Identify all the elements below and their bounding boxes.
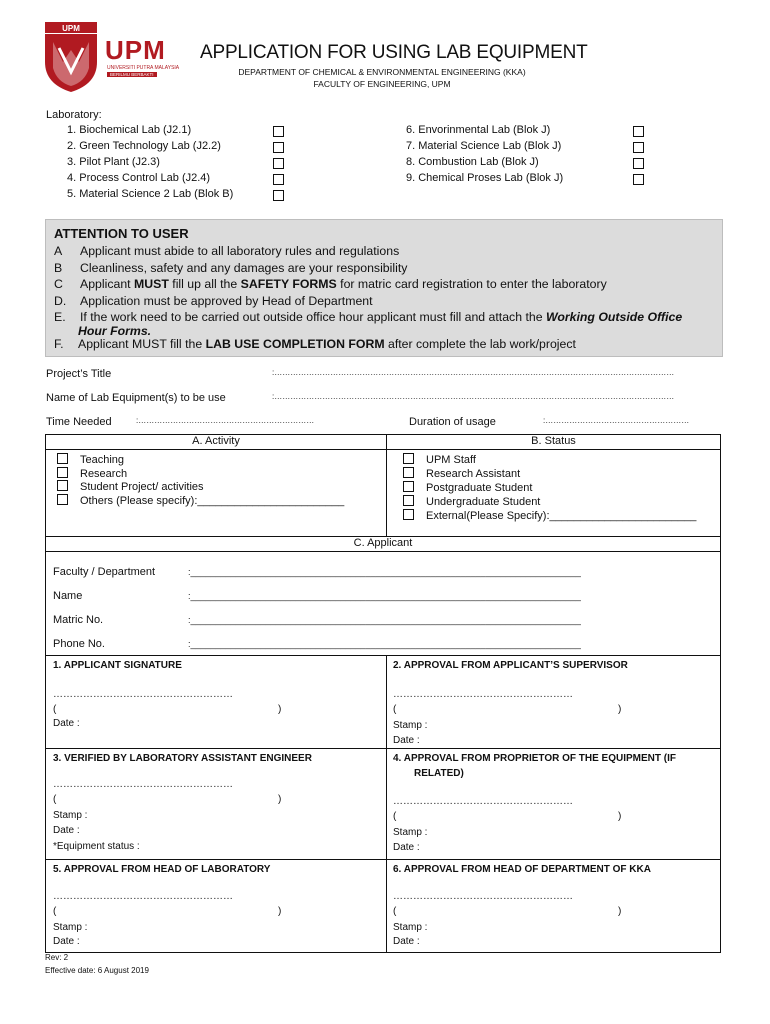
stamp-label: Stamp :: [393, 827, 428, 838]
head-of-lab-cell[interactable]: [46, 860, 387, 953]
paren-open: (: [393, 811, 397, 822]
lab-item: 2. Green Technology Lab (J2.2): [67, 140, 221, 152]
attention-text: fill up all the: [168, 277, 241, 291]
duration-input[interactable]: :………………………………………………: [543, 416, 690, 425]
attention-text: Application must be approved by Head of Department: [80, 294, 373, 308]
signature-heading: 1. APPLICANT SIGNATURE: [53, 660, 182, 671]
attention-letter: A: [54, 244, 63, 258]
attention-emphasis: MUST: [134, 277, 169, 291]
lab-checkbox[interactable]: [633, 158, 644, 169]
attention-heading: ATTENTION TO USER: [54, 226, 189, 241]
faculty-input[interactable]: :______________________________________________________________________________: [188, 567, 581, 577]
stamp-label: Stamp :: [393, 720, 428, 731]
status-checkbox[interactable]: [403, 495, 414, 506]
activity-option-label: Others (Please specify):________________________: [80, 494, 345, 507]
attention-text: Cleanliness, safety and any damages are your responsibility: [80, 261, 408, 275]
status-option-label: UPM Staff: [426, 454, 476, 466]
status-option-label: Undergraduate Student: [426, 496, 541, 508]
equipment-status-label: *Equipment status :: [53, 841, 140, 852]
lab-item: 3. Pilot Plant (J2.3): [67, 156, 160, 168]
phone-input[interactable]: :______________________________________________________________________________: [188, 639, 581, 649]
activity-option[interactable]: [57, 453, 344, 467]
status-option-label: Research Assistant: [426, 468, 521, 480]
signature-line: ………………………………………………: [53, 779, 233, 790]
attention-item-d: [54, 294, 373, 308]
lab-item: 4. Process Control Lab (J2.4): [67, 172, 211, 184]
signature-heading: 5. APPROVAL FROM HEAD OF LABORATORY: [53, 864, 271, 875]
attention-letter: D.: [54, 294, 67, 308]
applicant-row: [53, 614, 581, 638]
paren-close: ): [278, 704, 282, 715]
head-of-dept-cell[interactable]: [387, 860, 721, 953]
applicant-row: [53, 590, 581, 614]
lab-item: 9. Chemical Proses Lab (Blok J): [406, 172, 564, 184]
time-needed-label: Time Needed: [46, 416, 112, 428]
attention-letter: F.: [54, 337, 64, 351]
lab-checkboxes-left: [273, 124, 284, 204]
status-option[interactable]: [403, 509, 696, 523]
laboratory-label: Laboratory:: [46, 109, 102, 121]
activity-heading: A. Activity: [46, 435, 387, 450]
attention-item-a: [54, 244, 399, 258]
attention-emphasis: Working Outside Office: [545, 310, 683, 324]
revision-label: Rev: 2: [45, 953, 69, 962]
paren-close: ): [618, 704, 622, 715]
lab-checkbox[interactable]: [273, 126, 284, 137]
applicant-field-label: Faculty / Department: [53, 566, 156, 578]
date-label: Date :: [53, 825, 80, 836]
activity-checkbox[interactable]: [57, 494, 68, 505]
lab-checkbox[interactable]: [273, 142, 284, 153]
status-checkbox[interactable]: [403, 453, 414, 464]
lab-checkbox[interactable]: [633, 142, 644, 153]
paren-open: (: [53, 906, 57, 917]
stamp-label: Stamp :: [53, 922, 88, 933]
activity-checkbox[interactable]: [57, 480, 68, 491]
status-option[interactable]: [403, 481, 696, 495]
attention-item-e-cont: [78, 324, 151, 338]
signature-heading: 4. APPROVAL FROM PROPRIETOR OF THE EQUIPMENT (IF: [393, 753, 676, 764]
lab-item: 5. Material Science 2 Lab (Blok B): [67, 188, 234, 200]
signature-heading-cont: RELATED): [414, 768, 464, 779]
status-checkbox[interactable]: [403, 481, 414, 492]
upm-logo-text: UPM: [105, 35, 166, 65]
status-option-label: External(Please Specify):________________________: [426, 510, 697, 522]
paren-open: (: [393, 906, 397, 917]
signature-line: ………………………………………………: [53, 689, 233, 700]
paren-close: ): [618, 811, 622, 822]
activity-option-label: Teaching: [80, 454, 125, 466]
activity-option[interactable]: [57, 480, 344, 494]
upm-logo-sub1: UNIVERSITI PUTRA MALAYSIA: [107, 65, 180, 71]
lab-list-left: [67, 124, 233, 204]
lab-checkbox[interactable]: [273, 190, 284, 201]
lab-item: 8. Combustion Lab (Blok J): [406, 156, 539, 168]
supervisor-approval-cell[interactable]: [387, 656, 721, 749]
effective-date-label: Effective date: 6 August 2019: [45, 966, 149, 975]
applicant-field-label: Phone No.: [53, 638, 105, 650]
lab-checkbox[interactable]: [633, 174, 644, 185]
paren-close: ): [278, 794, 282, 805]
activity-option-label: Research: [80, 467, 128, 480]
stamp-label: Stamp :: [53, 810, 88, 821]
date-label: Date :: [393, 735, 420, 746]
activity-cell: [46, 450, 387, 537]
applicant-field-label: Matric No.: [53, 614, 104, 626]
lab-checkbox[interactable]: [633, 126, 644, 137]
activity-option[interactable]: [57, 467, 344, 481]
attention-emphasis: LAB USE COMPLETION FORM: [205, 337, 385, 351]
paren-open: (: [53, 704, 57, 715]
status-heading: B. Status: [387, 435, 721, 450]
paren-open: (: [53, 794, 57, 805]
attention-text: Applicant: [80, 277, 135, 291]
status-option[interactable]: [403, 495, 696, 509]
upm-logo-sub2: BERILMU BERBAKTI: [107, 72, 157, 77]
signature-line: ………………………………………………: [393, 796, 573, 807]
department-subtitle: DEPARTMENT OF CHEMICAL & ENVIRONMENTAL ENGINEERING (KKA): [238, 67, 526, 77]
signature-line: ………………………………………………: [393, 891, 573, 902]
attention-text: If the work need to be carried out outside office hour applicant must fill and attach the: [80, 310, 546, 324]
date-label: Date :: [53, 936, 80, 947]
activity-option-label: Student Project/ activities: [80, 481, 204, 493]
faculty-subtitle: FACULTY OF ENGINEERING, UPM: [313, 79, 451, 89]
status-option-label: Postgraduate Student: [426, 482, 533, 494]
signature-line: ………………………………………………: [53, 891, 233, 902]
lab-item: 7. Material Science Lab (Blok J): [406, 140, 562, 152]
signature-table: [45, 655, 721, 953]
attention-letter: C: [54, 277, 63, 291]
stamp-label: Stamp :: [393, 922, 428, 933]
upm-crest-text: UPM: [62, 24, 80, 33]
applicant-field-label: Name: [53, 590, 83, 602]
status-checkbox[interactable]: [403, 467, 414, 478]
status-option[interactable]: [403, 467, 696, 481]
lab-item: 1. Biochemical Lab (J2.1): [67, 124, 192, 136]
equipment-input[interactable]: :……………………………………………………………………………………………………………………………………: [272, 392, 675, 401]
lab-item: 6. Envorinmental Lab (Blok J): [406, 124, 551, 136]
attention-text: for matric card registration to enter the laboratory: [336, 277, 607, 291]
date-label: Date :: [393, 842, 420, 853]
signature-heading: 3. VERIFIED BY LABORATORY ASSISTANT ENGINEER: [53, 753, 312, 764]
project-title-input[interactable]: :……………………………………………………………………………………………………………………………………: [272, 368, 675, 377]
status-cell: [387, 450, 721, 537]
time-needed-input[interactable]: :…………………………………………………………: [136, 416, 315, 425]
paren-close: ): [618, 906, 622, 917]
attention-emphasis: SAFETY FORMS: [240, 277, 337, 291]
applicant-row: [53, 566, 581, 590]
matric-input[interactable]: :______________________________________________________________________________: [188, 615, 581, 625]
activity-option[interactable]: [57, 494, 344, 508]
equipment-label: Name of Lab Equipment(s) to be use: [46, 392, 226, 404]
signature-heading: 6. APPROVAL FROM HEAD OF DEPARTMENT OF KKA: [393, 864, 651, 875]
attention-item-e: [54, 310, 682, 324]
paren-open: (: [393, 704, 397, 715]
date-label: Date :: [393, 936, 420, 947]
status-option[interactable]: [403, 453, 696, 467]
activity-checkbox[interactable]: [57, 453, 68, 464]
attention-item-c: [54, 277, 607, 291]
proprietor-approval-cell[interactable]: [387, 749, 721, 860]
name-input[interactable]: :______________________________________________________________________________: [188, 591, 581, 601]
attention-text: Applicant must abide to all laboratory rules and regulations: [80, 244, 400, 258]
lab-assistant-cell[interactable]: [46, 749, 387, 860]
lab-list-right: [406, 124, 563, 188]
activity-status-table: [45, 434, 721, 656]
attention-item-b: [54, 261, 407, 275]
signature-line: ………………………………………………: [393, 689, 573, 700]
paren-close: ): [278, 906, 282, 917]
attention-letter: E.: [54, 310, 66, 324]
attention-text: Applicant MUST fill the: [78, 337, 206, 351]
duration-label: Duration of usage: [409, 416, 496, 428]
lab-checkbox[interactable]: [273, 158, 284, 169]
attention-text: after complete the lab work/project: [384, 337, 576, 351]
status-checkbox[interactable]: [403, 509, 414, 520]
lab-checkboxes-right: [633, 124, 644, 188]
signature-heading: 2. APPROVAL FROM APPLICANT’S SUPERVISOR: [393, 660, 628, 671]
attention-letter: B: [54, 261, 63, 275]
attention-emphasis: Hour Forms.: [78, 324, 152, 338]
applicant-signature-cell[interactable]: [46, 656, 387, 749]
page-title: APPLICATION FOR USING LAB EQUIPMENT: [200, 42, 588, 63]
activity-checkbox[interactable]: [57, 467, 68, 478]
attention-box: [45, 219, 723, 357]
applicant-cell: [46, 552, 721, 656]
date-label: Date :: [53, 718, 80, 729]
applicant-heading: C. Applicant: [46, 537, 721, 552]
project-title-label: Project’s Title: [46, 368, 112, 380]
attention-item-f: [54, 337, 576, 351]
lab-checkbox[interactable]: [273, 174, 284, 185]
